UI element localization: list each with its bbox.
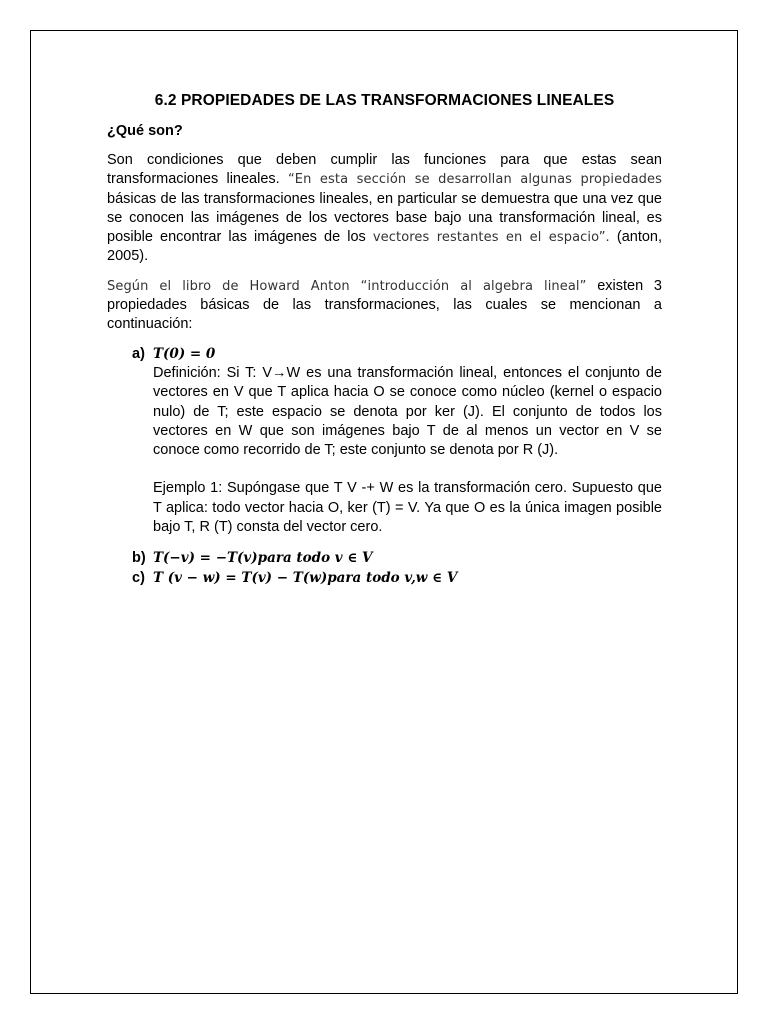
property-marker: b) — [132, 550, 146, 567]
property-marker: a) — [132, 345, 145, 362]
property-example: Ejemplo 1: Supóngase que T V -+ W es la transformación cero. Supuesto que T aplica: todo vector hacia O, ker (T) = V. Ya que O es la única imagen posible bajo T, R (T) consta del vector cero. — [153, 480, 662, 536]
properties-list — [132, 345, 662, 588]
property-definition: Definición: Si T: V→W es una transformación lineal, entonces el conjunto de vectores en V que T aplica hacia O se conoce como núcleo (kernel o espacio nulo) de T; este espacio se denota por ker (J). El conjunto de todos los vectores en W que son imágenes bajo T de al menos un vector en V se conoce como recorrido de T; este conjunto se denota por R (J). — [153, 364, 662, 459]
intro-quote: “En esta sección se desarrollan algunas propiedades — [287, 172, 662, 188]
property-body — [153, 569, 662, 588]
intro-text-1: Son condiciones que deben cumplir las funciones para que estas sean transformaciones lineales. — [107, 152, 662, 188]
intro-paragraph — [107, 151, 662, 267]
anton-paragraph — [107, 277, 662, 335]
property-item-b — [132, 549, 662, 568]
anton-text-1: Según el libro de Howard Anton “introducción al algebra lineal” — [107, 278, 587, 294]
property-formula: T(0) = 0 — [153, 345, 216, 362]
intro-text-2: básicas de las transformaciones lineales, en particular se demuestra que una vez que se conocen las imágenes de los vectores base bajo una transformación lineal, es posible encontrar las imágenes de los — [107, 190, 662, 246]
question-heading: ¿Qué son? — [107, 123, 183, 139]
property-formula: T (v − w) = T(v) − T(w)para todo v,w ∈ V — [153, 569, 458, 586]
intro-quote-end: vectores restantes en el espacio”. — [372, 230, 610, 246]
property-body — [153, 345, 662, 538]
intro-citation: (anton, 2005). — [107, 229, 663, 265]
property-formula: T(−v) = −T(v)para todo v ∈ V — [153, 550, 373, 567]
document-content — [107, 91, 662, 588]
page-title: 6.2 PROPIEDADES DE LAS TRANSFORMACIONES LINEALES — [154, 92, 615, 109]
property-item-a — [132, 345, 662, 538]
document-page — [30, 30, 738, 994]
property-marker: c) — [132, 569, 145, 586]
anton-text-2: existen 3 propiedades básicas de las transformaciones, las cuales se mencionan a continuación: — [107, 277, 662, 333]
property-body — [153, 549, 662, 568]
property-item-c — [132, 569, 662, 588]
